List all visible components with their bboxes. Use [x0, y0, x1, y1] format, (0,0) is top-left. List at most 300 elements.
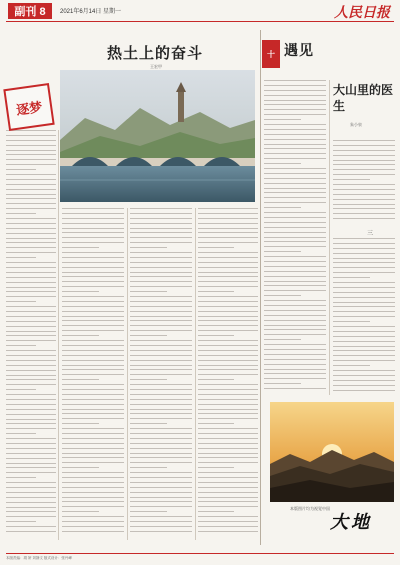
- text-line: [6, 262, 56, 263]
- text-line: [333, 160, 395, 161]
- text-line: [6, 331, 56, 332]
- text-line: [62, 394, 124, 395]
- text-line: [333, 321, 370, 322]
- text-line: [264, 232, 326, 233]
- text-line: [6, 399, 56, 400]
- text-line: [62, 506, 124, 507]
- text-line: [333, 184, 395, 185]
- section-divider: [260, 30, 261, 545]
- text-line: [264, 212, 326, 213]
- text-line: [130, 252, 192, 253]
- text-line: [264, 119, 301, 120]
- text-line: [333, 164, 395, 165]
- text-line: [198, 281, 258, 282]
- text-line: [198, 350, 258, 351]
- text-line: [333, 253, 395, 254]
- text-line: [333, 326, 395, 327]
- issue-date: 2021年6月14日 星期一: [60, 9, 122, 15]
- text-line: [6, 179, 56, 180]
- text-line: [333, 297, 395, 298]
- text-line: [198, 208, 258, 209]
- text-line: [130, 506, 192, 507]
- text-line: [130, 428, 192, 429]
- text-line: [198, 511, 234, 512]
- text-line: [198, 296, 258, 297]
- text-line: [62, 291, 99, 292]
- text-line: [333, 302, 395, 303]
- article2-title: 大山里的医生: [333, 83, 394, 113]
- text-line: [264, 369, 326, 370]
- text-line: [198, 487, 258, 488]
- text-line: [333, 248, 395, 249]
- text-line: [6, 174, 56, 175]
- text-line: [333, 390, 395, 391]
- text-line: [6, 287, 56, 288]
- text-line: [198, 306, 258, 307]
- text-line: [6, 350, 56, 351]
- text-line: [62, 448, 124, 449]
- header-rule: [6, 21, 394, 22]
- text-line: [6, 340, 56, 341]
- text-line: [130, 281, 192, 282]
- text-line: [62, 404, 124, 405]
- text-line: [130, 369, 192, 370]
- text-line: [62, 306, 124, 307]
- section-number: 三: [367, 231, 374, 237]
- text-line: [130, 345, 192, 346]
- text-line: [62, 281, 124, 282]
- text-line: [6, 379, 56, 380]
- text-line: [6, 272, 56, 273]
- text-line: [130, 311, 192, 312]
- text-line: [333, 292, 395, 293]
- text-line: [333, 194, 395, 195]
- text-line: [198, 506, 258, 507]
- text-line: [264, 85, 326, 86]
- text-line: [6, 502, 56, 503]
- text-line: [264, 139, 326, 140]
- text-line: [62, 267, 124, 268]
- text-line: [130, 457, 192, 458]
- footer-text: 本版责编：胡 妍 刘静文 版式设计：张丹峰: [6, 556, 72, 560]
- text-line: [6, 208, 56, 209]
- text-line: [130, 531, 192, 532]
- text-line: [62, 369, 124, 370]
- text-line: [264, 334, 326, 335]
- column-stamp: 逐梦: [3, 83, 54, 131]
- text-line: [264, 364, 326, 365]
- text-line: [6, 198, 56, 199]
- text-line: [264, 197, 326, 198]
- text-line: [62, 355, 124, 356]
- text-line: [264, 158, 326, 159]
- text-line: [333, 282, 395, 283]
- text-line: [62, 418, 124, 419]
- text-line: [198, 276, 258, 277]
- text-line: [6, 428, 56, 429]
- text-line: [333, 238, 395, 239]
- text-line: [198, 467, 234, 468]
- text-line: [62, 433, 124, 434]
- text-line: [6, 252, 56, 253]
- text-line: [198, 325, 258, 326]
- text-line: [130, 384, 192, 385]
- text-line: [130, 394, 192, 395]
- text-line: [130, 237, 192, 238]
- bridge-photo: [60, 70, 255, 202]
- text-line: [62, 374, 124, 375]
- text-line: [62, 301, 124, 302]
- text-line: [264, 183, 326, 184]
- text-line: [333, 375, 395, 376]
- text-line: [264, 266, 326, 267]
- text-line: [62, 365, 124, 366]
- text-line: [6, 463, 56, 464]
- text-line: [6, 521, 36, 522]
- text-line: [130, 306, 192, 307]
- text-line: [62, 262, 124, 263]
- text-line: [333, 272, 395, 273]
- text-line: [264, 144, 326, 145]
- text-line: [6, 355, 56, 356]
- text-line: [6, 267, 56, 268]
- text-line: [62, 467, 99, 468]
- text-line: [130, 232, 192, 233]
- text-line: [62, 413, 124, 414]
- text-line: [6, 511, 56, 512]
- column-divider: [329, 80, 330, 395]
- text-line: [6, 203, 56, 204]
- text-line: [62, 453, 124, 454]
- text-line: [264, 285, 326, 286]
- text-line: [333, 355, 395, 356]
- text-line: [333, 189, 395, 190]
- text-line: [62, 462, 124, 463]
- text-line: [333, 380, 395, 381]
- text-line: [6, 414, 56, 415]
- text-line: [333, 262, 395, 263]
- text-line: [62, 276, 124, 277]
- text-line: [130, 360, 192, 361]
- text-line: [62, 340, 124, 341]
- text-line: [198, 218, 258, 219]
- text-line: [333, 140, 395, 141]
- text-line: [130, 276, 192, 277]
- text-line: [6, 365, 56, 366]
- text-line: [6, 335, 56, 336]
- text-line: [198, 448, 258, 449]
- text-line: [62, 218, 124, 219]
- text-line: [62, 320, 124, 321]
- text-line: [6, 375, 56, 376]
- text-line: [198, 360, 258, 361]
- text-line: [130, 262, 192, 263]
- text-line: [130, 462, 192, 463]
- text-line: [333, 145, 395, 146]
- text-line: [62, 477, 124, 478]
- text-line: [130, 208, 192, 209]
- text-line: [130, 267, 192, 268]
- text-line: [130, 477, 192, 478]
- text-line: [6, 154, 56, 155]
- column-divider: [127, 208, 128, 540]
- text-line: [130, 247, 167, 248]
- text-line: [333, 370, 395, 371]
- text-line: [6, 467, 56, 468]
- text-line: [264, 256, 326, 257]
- text-line: [130, 301, 192, 302]
- text-line: [264, 271, 326, 272]
- text-line: [198, 330, 258, 331]
- text-line: [264, 222, 326, 223]
- text-line: [130, 272, 192, 273]
- text-line: [6, 169, 36, 170]
- text-line: [264, 295, 301, 296]
- text-line: [264, 310, 326, 311]
- text-line: [130, 467, 167, 468]
- text-line: [198, 335, 234, 336]
- text-line: [198, 267, 258, 268]
- text-line: [264, 207, 301, 208]
- text-line: [6, 277, 56, 278]
- text-line: [333, 331, 395, 332]
- text-line: [62, 296, 124, 297]
- text-line: [198, 262, 258, 263]
- text-line: [333, 346, 395, 347]
- text-line: [130, 399, 192, 400]
- text-line: [130, 453, 192, 454]
- text-line: [130, 218, 192, 219]
- text-line: [62, 350, 124, 351]
- footer-rule: [6, 553, 394, 554]
- text-line: [62, 330, 124, 331]
- text-line: [130, 501, 192, 502]
- text-line: [198, 394, 258, 395]
- text-line: [6, 443, 56, 444]
- text-line: [198, 369, 258, 370]
- text-line: [264, 178, 326, 179]
- text-line: [6, 242, 56, 243]
- text-line: [6, 145, 56, 146]
- text-line: [62, 379, 99, 380]
- text-line: [6, 472, 56, 473]
- text-line: [130, 511, 167, 512]
- text-line: [198, 477, 258, 478]
- newspaper-logo: 人民日报: [334, 5, 390, 21]
- article2-author: 朱小泉: [350, 122, 362, 127]
- text-line: [198, 365, 258, 366]
- text-line: [333, 150, 395, 151]
- text-line: [333, 243, 395, 244]
- text-line: [198, 379, 234, 380]
- text-line: [333, 169, 395, 170]
- text-line: [6, 321, 56, 322]
- text-line: [62, 257, 124, 258]
- text-line: [333, 287, 395, 288]
- text-line: [264, 148, 326, 149]
- text-line: [62, 272, 124, 273]
- text-line: [6, 257, 36, 258]
- text-line: [333, 385, 395, 386]
- text-line: [198, 453, 258, 454]
- text-line: [198, 492, 258, 493]
- column-logo-dadi: 大地: [330, 512, 372, 533]
- text-line: [6, 306, 56, 307]
- text-line: [6, 370, 56, 371]
- text-line: [62, 516, 124, 517]
- text-line: [264, 163, 301, 164]
- article1-column-1: [6, 130, 56, 540]
- text-line: [130, 316, 192, 317]
- text-line: [198, 516, 258, 517]
- text-line: [264, 281, 326, 282]
- text-line: [264, 246, 326, 247]
- text-line: [264, 173, 326, 174]
- text-line: [130, 487, 192, 488]
- text-line: [264, 90, 326, 91]
- text-line: [333, 213, 395, 214]
- text-line: [264, 192, 326, 193]
- text-line: [198, 438, 258, 439]
- text-line: [130, 521, 192, 522]
- text-line: [264, 305, 326, 306]
- text-line: [130, 340, 192, 341]
- text-line: [62, 457, 124, 458]
- text-line: [264, 237, 326, 238]
- article1-column-3: [130, 208, 192, 540]
- text-line: [198, 311, 258, 312]
- text-line: [6, 384, 56, 385]
- text-line: [198, 316, 258, 317]
- text-line: [198, 242, 258, 243]
- text-line: [62, 472, 124, 473]
- text-line: [198, 286, 258, 287]
- text-line: [264, 261, 326, 262]
- text-line: [198, 247, 234, 248]
- text-line: [62, 345, 124, 346]
- text-line: [130, 526, 192, 527]
- text-line: [264, 202, 326, 203]
- article1-title: 热土上的奋斗: [106, 44, 203, 62]
- text-line: [264, 95, 326, 96]
- mountain-sunset-photo: [270, 402, 394, 502]
- text-line: [130, 320, 192, 321]
- text-line: [198, 462, 258, 463]
- text-line: [62, 409, 124, 410]
- meet-column-badge: 十: [262, 40, 280, 68]
- text-line: [198, 399, 258, 400]
- text-line: [6, 184, 56, 185]
- article2-column-1: [264, 80, 326, 395]
- text-line: [130, 223, 192, 224]
- text-line: [62, 482, 124, 483]
- text-line: [62, 242, 124, 243]
- text-line: [333, 174, 395, 175]
- text-line: [6, 311, 56, 312]
- text-line: [62, 526, 124, 527]
- text-line: [6, 404, 56, 405]
- text-line: [264, 109, 326, 110]
- text-line: [62, 237, 124, 238]
- text-line: [264, 320, 326, 321]
- text-line: [198, 374, 258, 375]
- text-line: [62, 501, 124, 502]
- text-line: [198, 232, 258, 233]
- text-line: [333, 204, 395, 205]
- text-line: [6, 291, 56, 292]
- text-line: [333, 360, 395, 361]
- text-line: [62, 399, 124, 400]
- text-line: [6, 223, 56, 224]
- text-line: [198, 272, 258, 273]
- text-line: [6, 360, 56, 361]
- text-line: [198, 223, 258, 224]
- text-line: [62, 521, 124, 522]
- text-line: [198, 526, 258, 527]
- text-line: [198, 355, 258, 356]
- text-line: [264, 114, 326, 115]
- text-line: [198, 213, 258, 214]
- text-line: [130, 492, 192, 493]
- text-line: [198, 413, 258, 414]
- text-line: [198, 501, 258, 502]
- text-line: [62, 311, 124, 312]
- text-line: [198, 433, 258, 434]
- text-line: [62, 335, 99, 336]
- text-line: [264, 153, 326, 154]
- column-divider: [195, 208, 196, 540]
- text-line: [6, 453, 56, 454]
- text-line: [130, 516, 192, 517]
- text-line: [6, 531, 56, 532]
- text-line: [6, 389, 36, 390]
- text-line: [6, 409, 56, 410]
- text-line: [62, 492, 124, 493]
- text-line: [6, 487, 56, 488]
- text-line: [264, 329, 326, 330]
- text-line: [62, 384, 124, 385]
- text-line: [198, 237, 258, 238]
- text-line: [62, 487, 124, 488]
- text-line: [130, 433, 192, 434]
- text-line: [62, 213, 124, 214]
- text-line: [6, 458, 56, 459]
- text-line: [264, 300, 326, 301]
- text-line: [198, 457, 258, 458]
- text-line: [264, 168, 326, 169]
- text-line: [333, 306, 395, 307]
- text-line: [62, 325, 124, 326]
- text-line: [130, 335, 167, 336]
- article2-column-3: [333, 238, 395, 396]
- text-line: [130, 482, 192, 483]
- meet-column-title: 遇见: [284, 43, 314, 59]
- article1-byline: 王宏甲: [150, 64, 162, 69]
- text-line: [130, 472, 192, 473]
- text-line: [130, 325, 192, 326]
- text-line: [333, 258, 395, 259]
- text-line: [333, 155, 395, 156]
- text-line: [6, 316, 56, 317]
- text-line: [130, 374, 192, 375]
- text-line: [264, 227, 326, 228]
- text-line: [130, 389, 192, 390]
- text-line: [264, 315, 326, 316]
- text-line: [198, 409, 258, 410]
- text-line: [130, 438, 192, 439]
- text-line: [130, 379, 167, 380]
- text-line: [6, 194, 56, 195]
